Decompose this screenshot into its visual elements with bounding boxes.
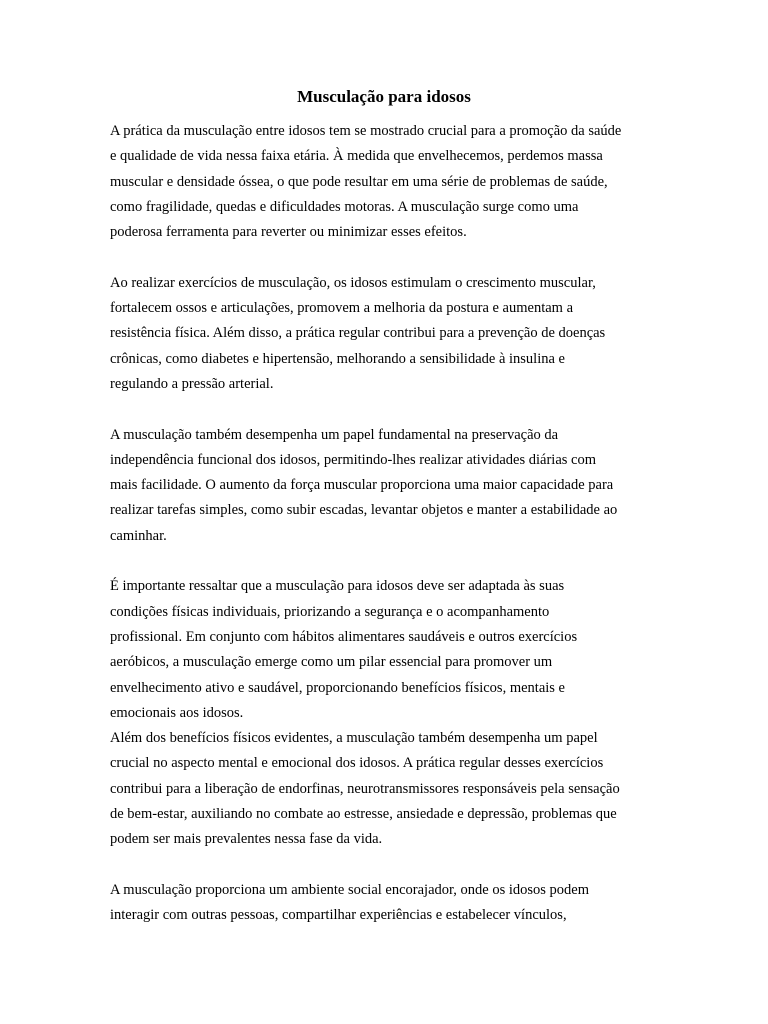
- paragraph-3: A musculação também desempenha um papel fundamental na preservação da independência funcional dos idosos, permitindo-lhes realizar atividades diárias com mais facilidade. O aumento da força muscular proporciona uma maior capacidade para realizar tarefas simples, como subir escadas, levantar objetos e manter a estabilidade ao caminhar.: [110, 426, 618, 544]
- paragraph-4: É importante ressaltar que a musculação para idosos deve ser adaptada às suas condições físicas individuais, priorizando a segurança e o acompanhamento profissional. Em conjunto com hábitos alimentares saudáveis e outros exercícios aeróbicos, a musculação emerge como um pilar essencial para promover um envelhecimento ativo e saudável, proporcionando benefícios físicos, mentais e emocionais aos idosos.: [110, 578, 578, 721]
- paragraph-2: Ao realizar exercícios de musculação, os idosos estimulam o crescimento muscular, fortalecem ossos e articulações, promovem a melhoria da postura e aumentam a resistência física. Além disso, a prática regular contribui para a prevenção de doenças crônicas, como diabetes e hipertensão, melhorando a sensibilidade à insulina e regulando a pressão arterial.: [110, 274, 606, 392]
- paragraph-5: Além dos benefícios físicos evidentes, a musculação também desempenha um papel crucial no aspecto mental e emocional dos idosos. A prática regular desses exercícios contribui para a liberação de endorfinas, neurotransmissores responsáveis pela sensação de bem-estar, auxiliando no combate ao estresse, ansiedade e depressão, problemas que podem ser mais prevalentes nessa fase da vida.: [110, 730, 620, 848]
- document-body: [110, 119, 660, 929]
- paragraph-6: A musculação proporciona um ambiente social encorajador, onde os idosos podem interagir com outras pessoas, compartilhar experiências e estabelecer vínculos,: [110, 881, 589, 924]
- document-title: Musculação para idosos: [297, 87, 471, 106]
- paragraph-1: A prática da musculação entre idosos tem se mostrado crucial para a promoção da saúde e qualidade de vida nessa faixa etária. À medida que envelhecemos, perdemos massa muscular e densidade óssea, o que pode resultar em uma série de problemas de saúde, como fragilidade, quedas e dificuldades motoras. A musculação surge como uma poderosa ferramenta para reverter ou minimizar esses efeitos.: [110, 123, 622, 241]
